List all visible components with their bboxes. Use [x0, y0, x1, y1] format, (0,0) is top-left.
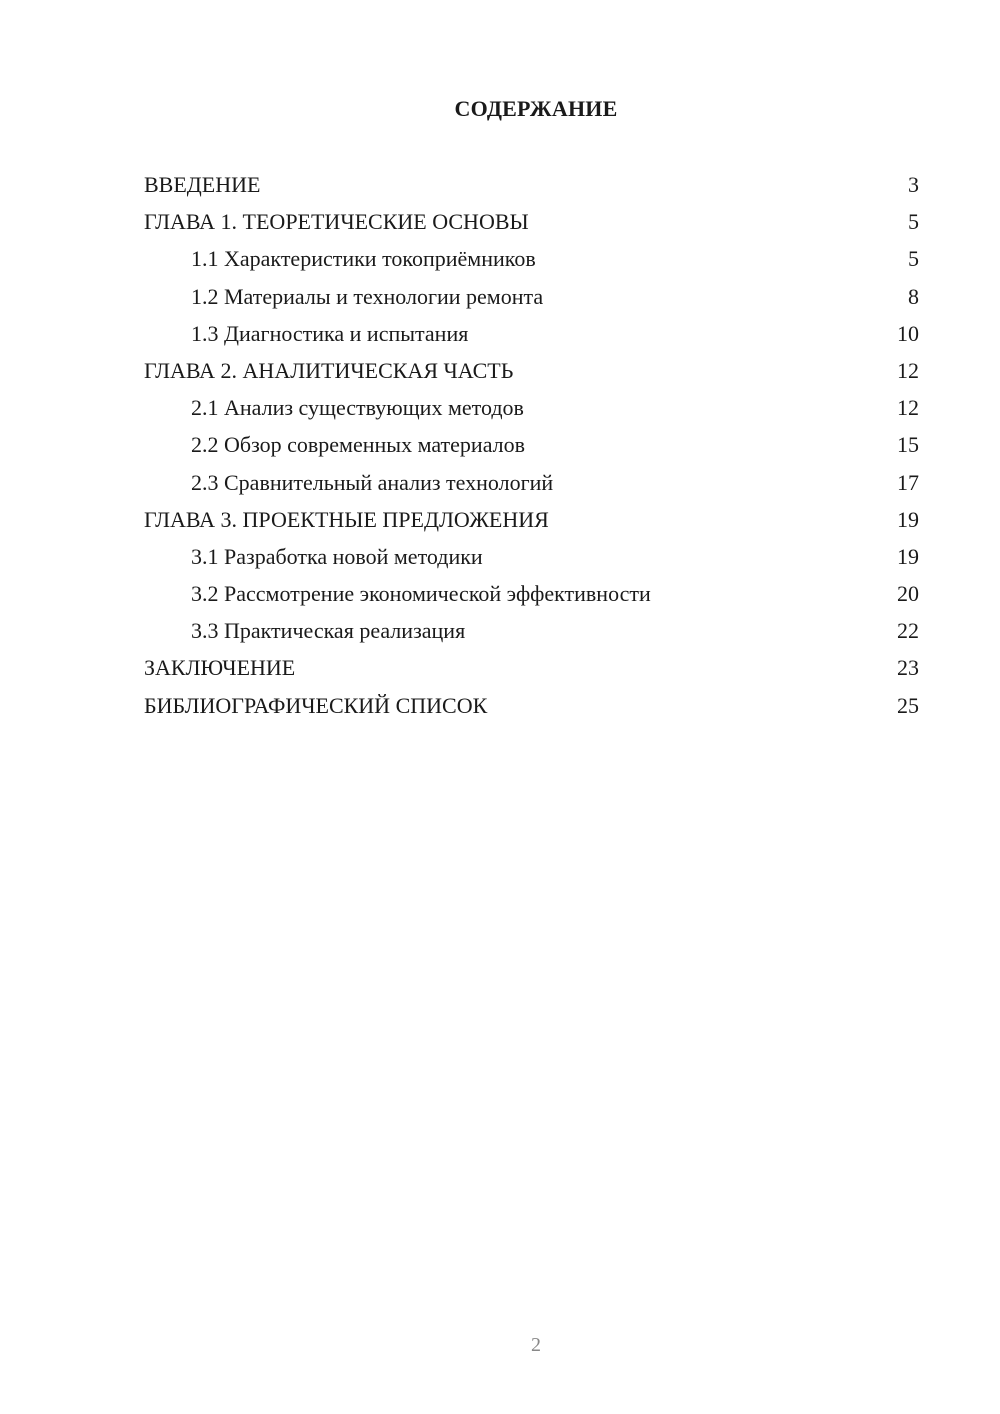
toc-entry[interactable]	[144, 352, 919, 389]
toc-entry-label: 1.3 Диагностика и испытания	[191, 320, 469, 346]
page-title: СОДЕРЖАНИЕ	[454, 96, 618, 121]
toc-entry-label: БИБЛИОГРАФИЧЕСКИЙ СПИСОК	[144, 692, 488, 718]
toc-entry[interactable]	[144, 166, 919, 203]
toc-entry-label: ЗАКЛЮЧЕНИЕ	[144, 655, 296, 681]
toc-entry-label: ГЛАВА 3. ПРОЕКТНЫЕ ПРЕДЛОЖЕНИЯ	[144, 506, 549, 532]
toc-entry-page: 19	[897, 506, 919, 532]
toc-entry-page: 19	[897, 543, 919, 569]
toc-entry[interactable]	[144, 687, 919, 724]
table-of-contents	[144, 166, 919, 724]
toc-subentry[interactable]	[144, 315, 919, 352]
toc-entry-label: 2.1 Анализ существующих методов	[191, 395, 524, 421]
toc-entry-label: 1.1 Характеристики токоприёмников	[191, 246, 536, 272]
toc-entry[interactable]	[144, 649, 919, 686]
toc-subentry[interactable]	[144, 612, 919, 649]
toc-entry-label: 2.2 Обзор современных материалов	[191, 432, 526, 458]
toc-subentry[interactable]	[144, 240, 919, 277]
toc-subentry[interactable]	[144, 464, 919, 501]
toc-entry-page: 15	[897, 432, 919, 458]
toc-entry-page: 23	[897, 655, 919, 681]
toc-subentry[interactable]	[144, 389, 919, 426]
toc-entry-label: 3.1 Разработка новой методики	[191, 543, 483, 569]
toc-entry-page: 3	[908, 172, 919, 197]
toc-entry-label: 3.2 Рассмотрение экономической эффективности	[191, 581, 651, 607]
toc-entry-label: 2.3 Сравнительный анализ технологий	[191, 469, 554, 495]
toc-entry-label: 3.3 Практическая реализация	[191, 618, 466, 644]
toc-entry-page: 12	[897, 395, 919, 421]
toc-subentry[interactable]	[144, 426, 919, 463]
toc-entry-page: 25	[897, 692, 919, 718]
toc-entry-label: ГЛАВА 1. ТЕОРЕТИЧЕСКИЕ ОСНОВЫ	[144, 209, 529, 235]
toc-entry-page: 10	[897, 320, 919, 346]
toc-entry-page: 20	[897, 581, 919, 607]
toc-entry-page: 12	[897, 357, 919, 383]
toc-entry[interactable]	[144, 203, 919, 240]
toc-entry-page: 8	[908, 283, 919, 309]
toc-entry-page: 5	[908, 246, 919, 272]
toc-subentry[interactable]	[144, 278, 919, 315]
toc-subentry[interactable]	[144, 575, 919, 612]
page-number: 2	[531, 1334, 541, 1356]
toc-entry[interactable]	[144, 501, 919, 538]
toc-entry-page: 17	[897, 469, 919, 495]
toc-entry-page: 22	[897, 618, 919, 644]
toc-entry-label: 1.2 Материалы и технологии ремонта	[191, 283, 544, 309]
toc-entry-label: ВВЕДЕНИЕ	[144, 172, 261, 197]
toc-entry-page: 5	[908, 209, 919, 235]
toc-entry-label: ГЛАВА 2. АНАЛИТИЧЕСКАЯ ЧАСТЬ	[144, 357, 514, 383]
toc-subentry[interactable]	[144, 538, 919, 575]
